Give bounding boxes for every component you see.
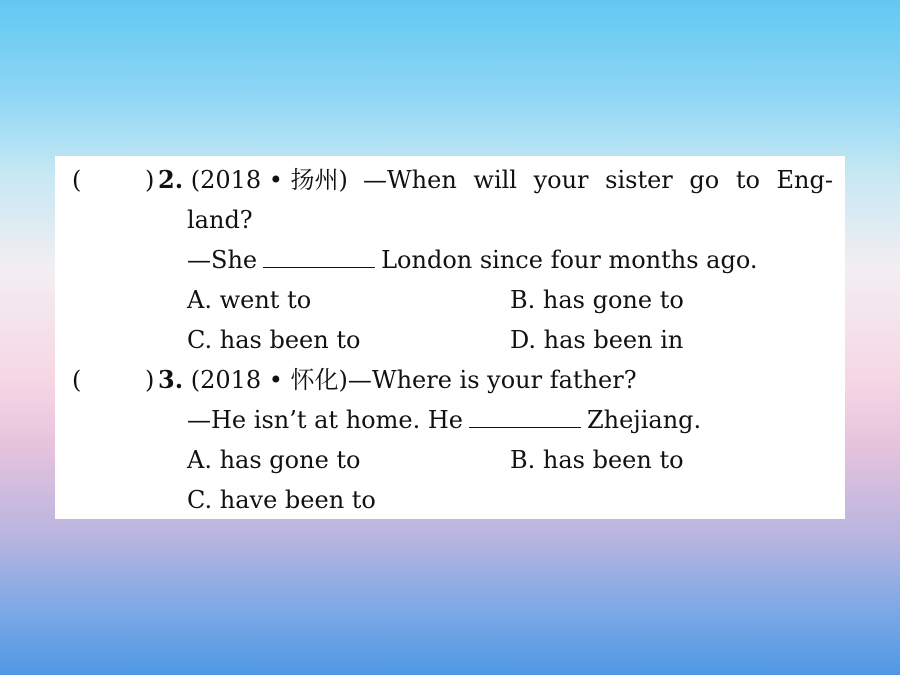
answer-text-after: Zhejiang. [586, 406, 702, 434]
answer-paren-close: ) [145, 166, 155, 194]
question-prompt-continued: land? [187, 206, 253, 234]
option-c: C. have been to [187, 486, 376, 514]
question-3-header [158, 360, 637, 400]
answer-paren-close: ) [145, 366, 155, 394]
answer-text-before: —She [187, 246, 258, 274]
question-source: (2018 • 扬州) [190, 166, 348, 194]
question-prompt: —Where is your father? [347, 366, 637, 394]
option-a: A. went to [187, 286, 312, 314]
answer-blank [469, 403, 581, 428]
worksheet-panel [55, 156, 845, 519]
question-prompt: —When will your sister go to Eng- [363, 166, 833, 194]
answer-sentence [187, 400, 701, 440]
answer-text-before: —He isn’t at home. He [187, 406, 463, 434]
answer-paren-open: ( [72, 166, 82, 194]
answer-sentence [187, 240, 758, 280]
question-number: 3. [158, 365, 184, 394]
answer-text-after: London since four months ago. [381, 246, 758, 274]
option-c: C. has been to [187, 326, 361, 354]
answer-paren-open: ( [72, 366, 82, 394]
option-a: A. has gone to [187, 446, 361, 474]
question-number: 2. [158, 165, 184, 194]
option-b: B. has been to [510, 446, 684, 474]
question-2-header [158, 160, 348, 200]
option-d: D. has been in [510, 326, 684, 354]
question-source: (2018 • 怀化) [190, 366, 348, 394]
option-b: B. has gone to [510, 286, 684, 314]
answer-blank [263, 243, 375, 268]
